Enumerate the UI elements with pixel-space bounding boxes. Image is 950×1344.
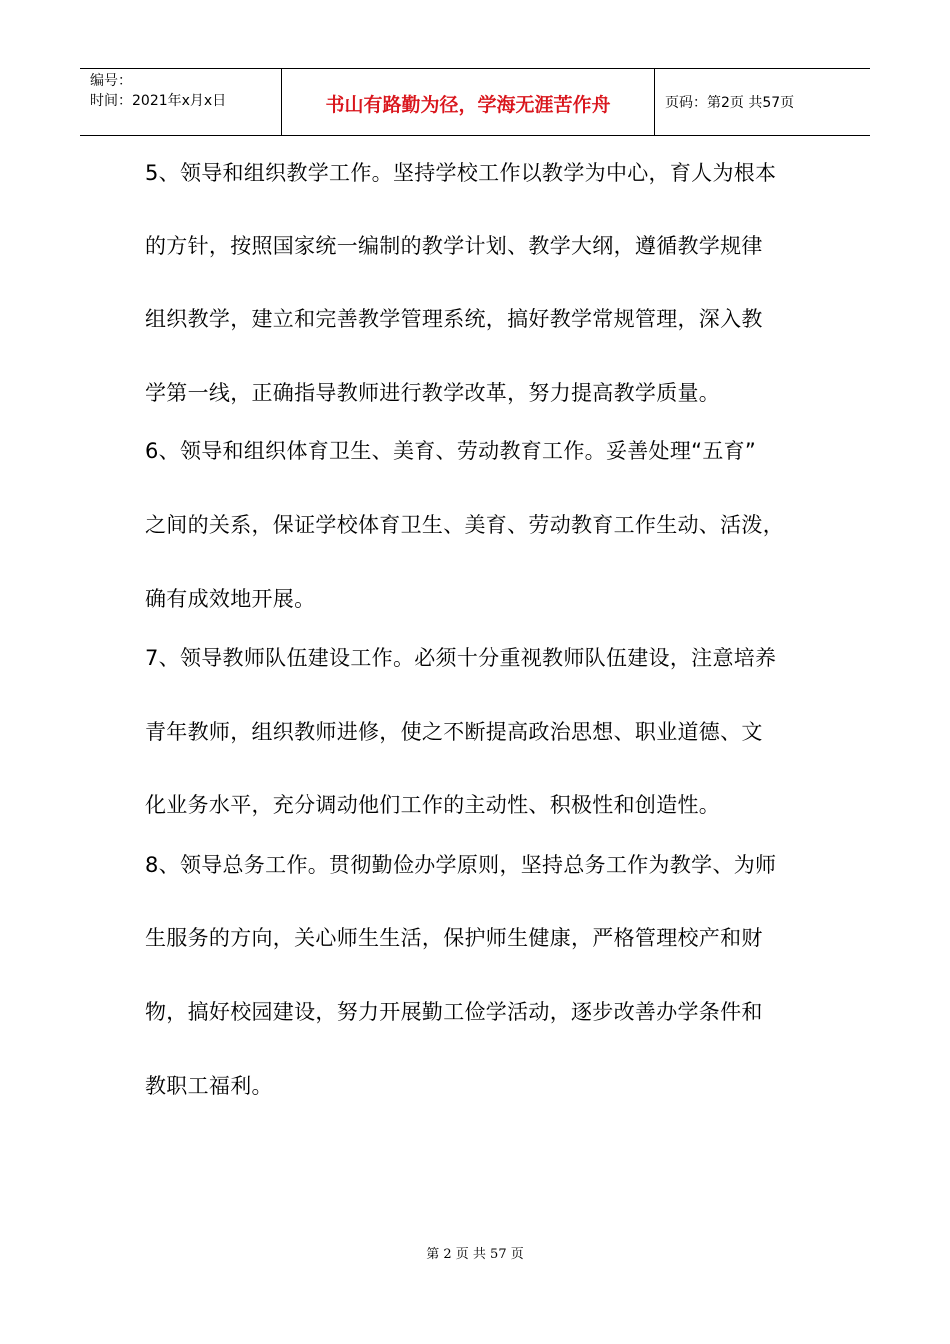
body-line: 学第一线，正确指导教师进行教学改革，努力提高教学质量。 [145,381,721,405]
document-body [145,161,815,1098]
body-line: 确有成效地开展。 [145,587,316,611]
page-footer: 第 2 页 共 57 页 [426,1247,524,1262]
body-line: 6、领导和组织体育卫生、美育、劳动教育工作。妥善处理“五育” [145,439,757,463]
body-line: 组织教学，建立和完善教学管理系统，搞好教学常规管理，深入教 [145,307,763,331]
body-line: 7、领导教师队伍建设工作。必须十分重视教师队伍建设，注意培养 [145,646,777,670]
header-page-cell [655,69,870,135]
header-meta-cell [80,69,282,135]
document-date-label: 时间：2021年x月x日 [90,93,227,109]
header-motto-cell [282,69,655,135]
body-line: 的方针，按照国家统一编制的教学计划、教学大纲，遵循教学规律 [145,234,763,258]
header-motto: 书山有路勤为径，学海无涯苦作舟 [325,94,611,116]
document-number-label: 编号： [90,73,132,89]
header-page-info: 页码：第2页 共57页 [665,95,795,111]
body-line: 化业务水平，充分调动他们工作的主动性、积极性和创造性。 [145,793,721,817]
body-line: 物，搞好校园建设，努力开展勤工俭学活动，逐步改善办学条件和 [145,1000,763,1024]
body-line: 8、领导总务工作。贯彻勤俭办学原则，坚持总务工作为教学、为师 [145,853,777,877]
body-line: 生服务的方向，关心师生生活，保护师生健康，严格管理校产和财 [145,926,763,950]
body-line: 教职工福利。 [145,1074,273,1098]
body-line: 5、领导和组织教学工作。坚持学校工作以教学为中心，育人为根本 [145,161,777,185]
body-line: 青年教师，组织教师进修，使之不断提高政治思想、职业道德、文 [145,720,763,744]
document-header [80,68,870,136]
body-line: 之间的关系，保证学校体育卫生、美育、劳动教育工作生动、活泼， [145,513,784,537]
